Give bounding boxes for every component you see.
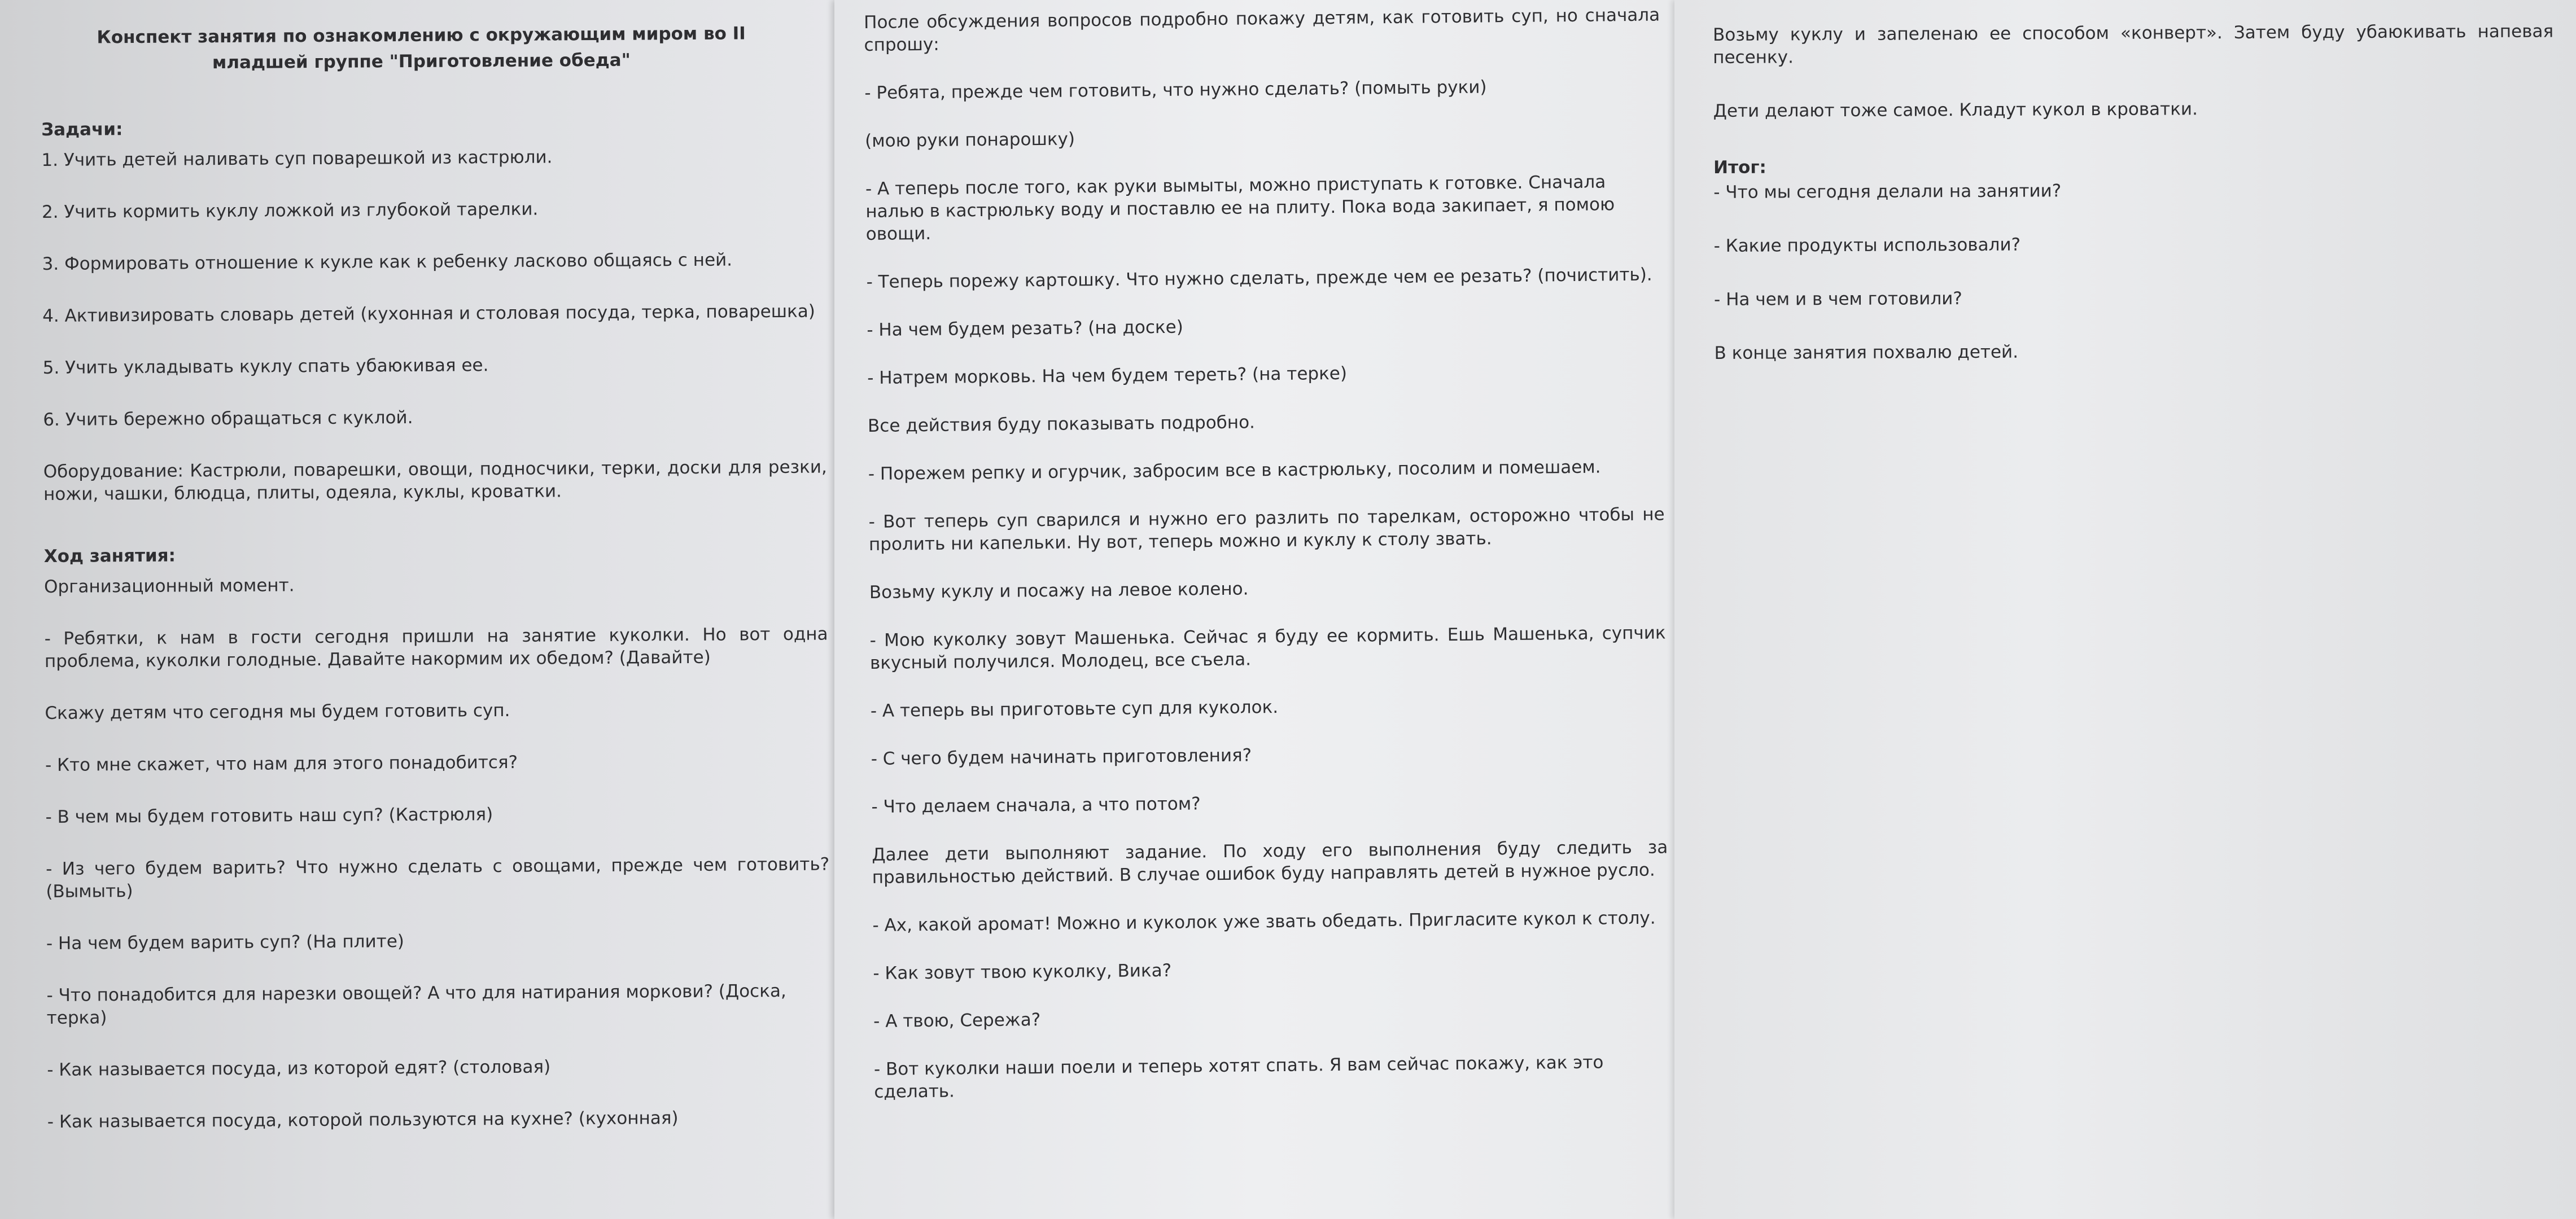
column-1-content	[41, 20, 831, 1133]
column-2-content	[864, 3, 1670, 1103]
procedure-paragraph: - А твою, Сережа?	[873, 1010, 1041, 1032]
closing-paragraph: Дети делают тоже самое. Кладут кукол в кроватки.	[1713, 99, 2198, 121]
task-item: 6. Учить бережно обращаться с куклой.	[43, 407, 413, 430]
summary-item: - Какие продукты использовали?	[1713, 234, 2021, 256]
closing-paragraph: Возьму куклу и запеленаю ее способом «конверт». Затем буду убаюкивать напевая песенку.	[1713, 21, 2554, 68]
lesson-heading: Ход занятия:	[43, 545, 176, 567]
procedure-paragraph: Возьму куклу и посажу на левое колено.	[869, 578, 1249, 603]
summary-item: - На чем и в чем готовили?	[1714, 288, 1962, 310]
task-item: 2. Учить кормить куклу ложкой из глубокой тарелки.	[41, 199, 539, 222]
lesson-paragraph: - В чем мы будем готовить наш суп? (Кастрюля)	[45, 804, 493, 827]
equipment-paragraph: Оборудование: Кастрюли, поварешки, овощи, подносчики, терки, доски для резки, ножи, чашки, блюдца, плиты, одеяла, куклы, кроватки.	[43, 457, 827, 505]
lesson-paragraph: - Ребятки, к нам в гости сегодня пришли на занятие куколки. Но вот одна проблема, куколки голодные. Давайте накормим их обедом? (Давайте)	[44, 624, 828, 672]
page-column-1	[0, 0, 841, 1219]
lesson-paragraph: - Как называется посуда, из которой едят? (столовая)	[47, 1056, 551, 1080]
tasks-heading: Задачи:	[41, 119, 123, 140]
lesson-paragraph: - Что понадобится для нарезки овощей? А что для натирания моркови? (Доска, терка)	[46, 980, 786, 1028]
lesson-paragraph: - На чем будем варить суп? (На плите)	[46, 931, 405, 954]
lesson-paragraph: - Как называется посуда, которой пользуются на кухне? (кухонная)	[47, 1108, 679, 1132]
summary-heading: Итог:	[1713, 157, 1767, 178]
document-title: Конспект занятия по ознакомлению с окружающим миром во II младшей группе "Приготовление обеда"	[97, 23, 746, 73]
procedure-paragraph: - Ребята, прежде чем готовить, что нужно сделать? (помыть руки)	[864, 77, 1487, 103]
lesson-paragraph: - Кто мне скажет, что нам для этого понадобится?	[45, 752, 518, 775]
column-3-content	[1713, 20, 2555, 365]
page-column-2	[834, 0, 1682, 1219]
task-item: 5. Учить укладывать куклу спать убаюкивая ее.	[42, 355, 489, 378]
procedure-paragraph: - На чем будем резать? (на доске)	[867, 317, 1184, 340]
procedure-paragraph: - Как зовут твою куколку, Вика?	[873, 960, 1172, 984]
summary-item: - Что мы сегодня делали на занятии?	[1713, 181, 2062, 203]
task-item: 3. Формировать отношение к кукле как к ребенку ласково общаясь с ней.	[42, 249, 733, 274]
procedure-paragraph: (мою руки понарошку)	[865, 129, 1075, 151]
task-item: 1. Учить детей наливать суп поварешкой из кастрюли.	[41, 147, 553, 170]
lesson-paragraph: Организационный момент.	[43, 575, 295, 597]
task-item: 4. Активизировать словарь детей (кухонная и столовая посуда, терка, поварешка)	[42, 301, 816, 326]
lesson-paragraph: Скажу детям что сегодня мы будем готовить суп.	[45, 700, 510, 723]
summary-item: В конце занятия похвалю детей.	[1714, 341, 2019, 363]
procedure-paragraph: - С чего будем начинать приготовления?	[871, 745, 1252, 769]
procedure-paragraph: После обсуждения вопросов подробно покажу детям, как готовить суп, но сначала спрошу:	[864, 5, 1660, 55]
procedure-paragraph: Далее дети выполняют задание. По ходу его выполнения буду следить за правильностью действий. В случае ошибок буду направлять детей в нужное русло.	[872, 837, 1668, 888]
procedure-paragraph: - А теперь после того, как руки вымыты, можно приступать к готовке. Сначала налью в кастрюльку воду и поставлю ее на плиту. Пока вода закипает, я помою овощи.	[865, 172, 1615, 244]
procedure-paragraph: - Что делаем сначала, а что потом?	[871, 793, 1201, 817]
page-column-3	[1674, 0, 2576, 1219]
lesson-paragraph: - Из чего будем варить? Что нужно сделать с овощами, прежде чем готовить? (Вымыть)	[46, 854, 830, 902]
procedure-paragraph: - Порежем репку и огурчик, забросим все в кастрюльку, посолим и помешаем.	[868, 457, 1601, 484]
procedure-paragraph: Все действия буду показывать подробно.	[867, 412, 1256, 436]
procedure-paragraph: - Вот теперь суп сварился и нужно его разлить по тарелкам, осторожно чтобы не пролить ни капельки. Ну вот, теперь можно и куклу к столу звать.	[868, 504, 1665, 555]
procedure-paragraph: - Теперь порежу картошку. Что нужно сделать, прежде чем ее резать? (почистить).	[866, 264, 1652, 292]
procedure-paragraph: - А теперь вы приготовьте суп для куколок.	[870, 697, 1279, 721]
procedure-paragraph: - Мою куколку зовут Машенька. Сейчас я буду ее кормить. Ешь Машенька, супчик вкусный получился. Молодец, все съела.	[869, 622, 1666, 673]
procedure-paragraph: - Натрем морковь. На чем будем тереть? (на терке)	[867, 363, 1348, 388]
procedure-paragraph: - Вот куколки наши поели и теперь хотят спать. Я вам сейчас покажу, как это сделать.	[873, 1052, 1604, 1102]
procedure-paragraph: - Ах, какой аромат! Можно и куколок уже звать обедать. Пригласите кукол к столу.	[872, 907, 1656, 936]
